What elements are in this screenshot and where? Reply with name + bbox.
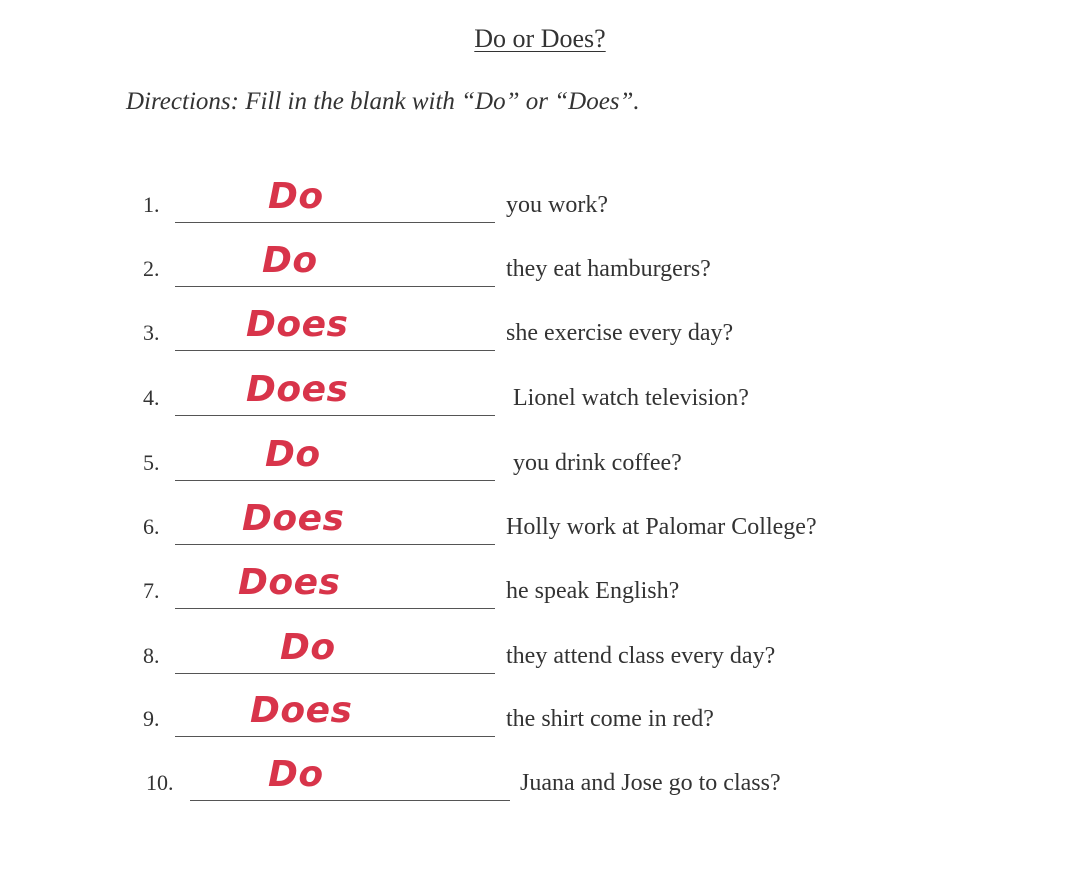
handwritten-answer: Does: [242, 498, 345, 539]
answer-blank: [175, 608, 495, 609]
answer-blank: [175, 544, 495, 545]
question-row: [0, 562, 1080, 622]
question-text: they attend class every day?: [506, 643, 776, 669]
worksheet-title-text: Do or Does?: [474, 24, 606, 53]
answer-blank: [175, 480, 495, 481]
question-text: Holly work at Palomar College?: [506, 514, 817, 540]
question-row: [0, 627, 1080, 687]
answer-blank: [175, 350, 495, 351]
handwritten-answer: Do: [280, 627, 336, 668]
answer-blank: [190, 800, 510, 801]
worksheet-directions: Directions: Fill in the blank with “Do” or “Does”.: [126, 88, 640, 115]
question-number: 3.: [143, 320, 160, 345]
question-text: she exercise every day?: [506, 320, 734, 346]
question-text: you drink coffee?: [513, 450, 682, 476]
question-row: [0, 754, 1080, 814]
handwritten-answer: Do: [268, 176, 324, 217]
question-row: [0, 240, 1080, 300]
question-number: 2.: [143, 256, 160, 281]
handwritten-answer: Do: [265, 434, 321, 475]
worksheet-title: [0, 24, 1080, 54]
question-number: 10.: [146, 770, 174, 795]
question-text: the shirt come in red?: [506, 706, 714, 732]
question-number: 4.: [143, 385, 160, 410]
handwritten-answer: Does: [238, 562, 341, 603]
answer-blank: [175, 415, 495, 416]
answer-blank: [175, 736, 495, 737]
question-row: [0, 369, 1080, 429]
question-number: 8.: [143, 643, 160, 668]
handwritten-answer: Does: [246, 304, 349, 345]
question-text: Lionel watch television?: [513, 385, 749, 411]
question-text: they eat hamburgers?: [506, 256, 711, 282]
handwritten-answer: Does: [246, 369, 349, 410]
answer-blank: [175, 673, 495, 674]
question-text: Juana and Jose go to class?: [520, 770, 781, 796]
question-row: [0, 434, 1080, 494]
question-number: 1.: [143, 192, 160, 217]
handwritten-answer: Does: [250, 690, 353, 731]
question-number: 9.: [143, 706, 160, 731]
question-text: he speak English?: [506, 578, 680, 604]
question-text: you work?: [506, 192, 608, 218]
handwritten-answer: Do: [262, 240, 318, 281]
question-row: [0, 690, 1080, 750]
question-row: [0, 498, 1080, 558]
answer-blank: [175, 222, 495, 223]
handwritten-answer: Do: [268, 754, 324, 795]
question-number: 7.: [143, 578, 160, 603]
answer-blank: [175, 286, 495, 287]
question-number: 6.: [143, 514, 160, 539]
question-row: [0, 304, 1080, 364]
question-row: [0, 176, 1080, 236]
question-number: 5.: [143, 450, 160, 475]
